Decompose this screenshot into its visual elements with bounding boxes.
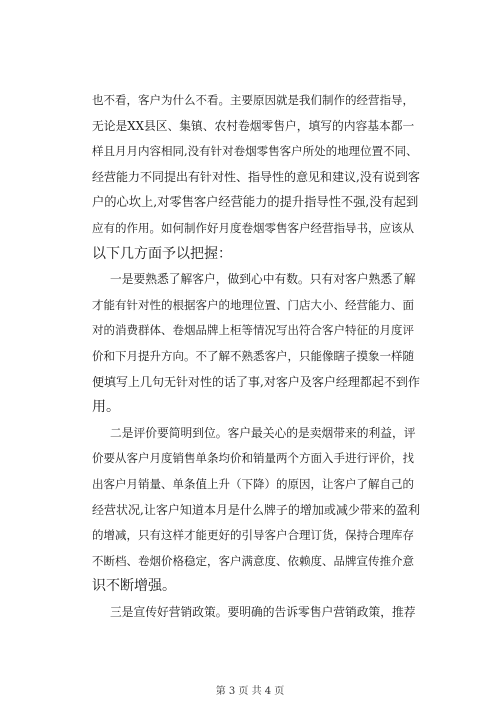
text-line: 也不看，客户为什么不看。主要原因就是我们制作的经营指导， xyxy=(92,93,414,107)
text-line: 经营能力不同提出有针对性、指导性的意见和建议,没有说到客 xyxy=(92,169,420,184)
text-line: 无论是XX县区、集镇、农村卷烟零售户，填写的内容基本都一 xyxy=(92,118,415,133)
paragraph-intro xyxy=(92,88,420,267)
text-line: 对的消费群体、卷烟品牌上柜等情况写出符合客户特征的月度评 xyxy=(92,323,414,338)
document-body xyxy=(92,88,420,625)
paragraph-point-3 xyxy=(92,600,420,626)
text-line: 识不断增强。 xyxy=(92,578,176,595)
text-line: 用。 xyxy=(92,399,120,416)
text-line: 价要从客户月度销售单条均价和销量两个方面入手进行评价，找 xyxy=(92,451,414,466)
page-number-footer: 第 3 页 共 4 页 xyxy=(215,686,285,697)
text-line: 样且月月内容相同,没有针对卷烟零售客户所处的地理位置不同、 xyxy=(92,144,418,159)
text-line: 的增减，只有这样才能更好的引导客户合理订货，保持合理库存 xyxy=(92,528,414,543)
text-line: 户的心坎上,对零售客户经营能力的提升指导性不强,没有起到 xyxy=(92,195,419,210)
text-line: 一是要熟悉了解客户，做到心中有数。只有对客户熟悉了解 xyxy=(110,272,416,287)
text-line: 价和下月提升方向。不了解不熟悉客户，只能像瞎子摸象一样随 xyxy=(92,348,414,363)
text-line: 以下几方面予以把握： xyxy=(92,245,232,262)
text-line: 便填写上几句无针对性的话了事,对客户及客户经理都起不到作 xyxy=(92,374,420,389)
text-line: 出客户月销量、单条值上升（下降）的原因，让客户了解自己的 xyxy=(92,476,414,491)
text-line: 应有的作用。如何制作好月度卷烟零售客户经营指导书，应该从 xyxy=(92,220,414,235)
paragraph-point-2 xyxy=(92,421,420,600)
text-line: 三是宣传好营销政策。要明确的告诉零售户营销政策，推荐 xyxy=(110,604,416,619)
text-line: 二是评价要简明到位。客户最关心的是卖烟带来的利益，评 xyxy=(110,425,416,440)
paragraph-point-1 xyxy=(92,267,420,421)
text-line: 不断档、卷烟价格稳定，客户满意度、依赖度、品牌宣传推介意 xyxy=(92,553,414,568)
text-line: 经营状况,让客户知道本月是什么牌子的增加或减少带来的盈利 xyxy=(92,502,420,517)
text-line: 才能有针对性的根据客户的地理位置、门店大小、经营能力、面 xyxy=(92,297,414,312)
